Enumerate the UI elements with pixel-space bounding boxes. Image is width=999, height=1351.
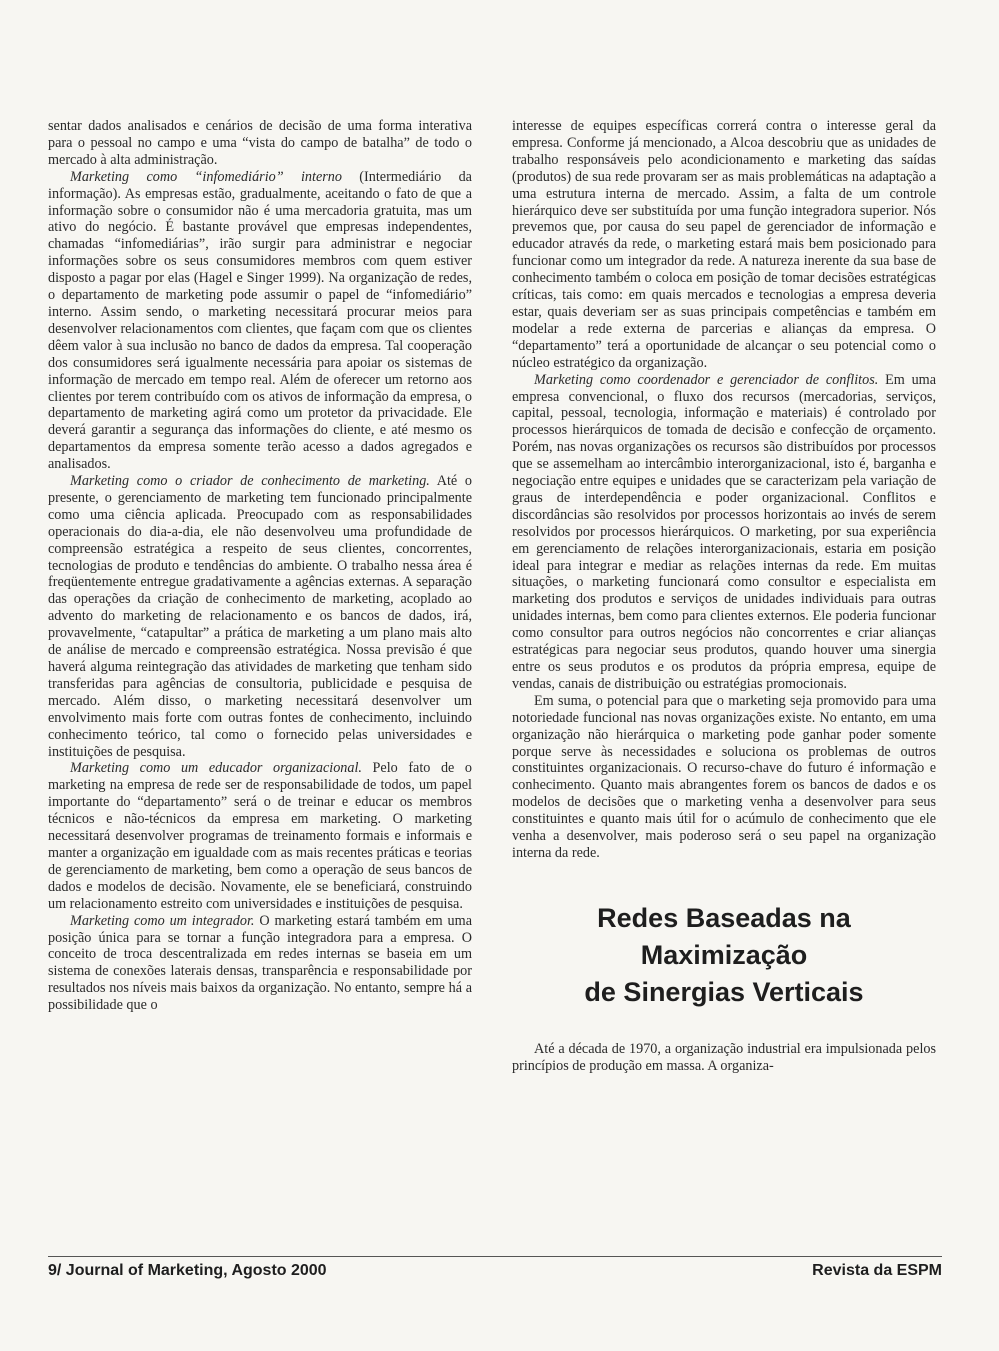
paragraph: interesse de equipes específicas correrá contra o interesse geral da empresa. Conforme já mencionado, a Alcoa descobriu que as unidades de trabalho responsáveis pelo acondicionamento e marketing das saídas (produtos) de sua rede provaram ser as mais problemáticas na adaptação a uma estrutura interna de mercado. Assim, a falta de um controle hierárquico deve ser substituída por uma função integradora superior. Nós prevemos que, por causa do seu papel de gerenciador de informação e educador através da rede, o marketing estará mais bem posicionado para funcionar como um integrador da rede. A natureza inerente da sua base de conhecimento também o coloca em posição de tomar decisões estratégicas críticas, tais como: em quais mercados e tecnologias a empresa deveria estar, quais deveriam ser as suas principais competências e também em modelar a rede externa de parcerias e alianças da empresa. O “departamento” terá a oportunidade de alcançar o seu potencial como o núcleo estratégico da organização. — [512, 118, 936, 371]
paragraph-body: Até o presente, o gerenciamento de marketing tem funcionado principalmente como uma ciência aplicada. Preocupado com as responsabilidades operacionais do dia-a-dia, ele não desenvolveu uma profundidade de compreensão estratégica a respeito de seus clientes, concorrentes, tecnologias de produto e tendências do ambiente. O trabalho nessa área é freqüentemente entregue gradativamente a agências externas. A separação das operações da criação de conhecimento de marketing, acoplado ao advento do marketing de relacionamento e os bancos de dados, irá, provavelmente, “catapultar” a prática de marketing a um plano mais alto de análise de mercado e compreensão estratégica. Nossa previsão é que haverá alguma reintegração das atividades de marketing que tenham sido transferidas para agências de consultoria, publicidade e pesquisa de mercado. Além disso, o marketing necessitará desenvolver um envolvimento mais forte com outras fontes de conhecimento, incluindo conhecimento teórico, tal como o fornecido pelas universidades e instituições de pesquisa. — [48, 473, 472, 760]
paragraph — [48, 169, 472, 473]
paragraph-body: (Intermediário da informação). As empresas estão, gradualmente, aceitando o fato de que a informação sobre o consumidor não é uma mercadoria gratuita, mas um ativo do negócio. É bastante provável que empresas independentes, chamadas “infomediárias”, irão surgir para administrar e negociar informações sobre os seus consumidores membros com quem estiver disposto a pagar por elas (Hagel e Singer 1999). Na organização de redes, o departamento de marketing pode assumir o papel de “infomediário” interno. Assim sendo, o marketing necessitará procurar meios para desenvolver relacionamentos com clientes, que façam com que os clientes dêem valor à sua inclusão no banco de dados da empresa. Tal cooperação dos consumidores será igualmente necessária para apoiar os sistemas de informação de mercado em tempo real. Além de oferecer um retorno aos clientes por terem contribuído com os ativos de informação da empresa, o departamento de marketing agirá como um protetor da privacidade. Ele deverá garantir a segurança das informações do cliente, e até mesmo os departamentos da empresa somente terão acesso a dados agregados e analisados. — [48, 168, 472, 473]
paragraph — [48, 760, 472, 912]
paragraph: sentar dados analisados e cenários de decisão de uma forma interativa para o pessoal no campo e uma “vista do campo de batalha” de todo o mercado à alta administração. — [48, 118, 472, 168]
section-heading-line: Redes Baseadas na Maximização — [597, 902, 851, 970]
footer-rule — [48, 1256, 942, 1257]
right-column — [512, 118, 936, 1075]
paragraph-body: Em uma empresa convencional, o fluxo dos recursos (mercadorias, serviços, capital, pessoal, tecnologia, informação e materiais) é controlado por processos hierárquicos de tomada de decisão e confecção de orçamento. Porém, nas novas organizações os recursos são distribuídos por processos que se assemelham ao intercâmbio interorganizacional, isto é, barganha e negociação entre equipes e unidades que se caracterizam pela variação de graus de interdependência e poder organizacional. Conflitos e discordâncias são resolvidos por processos horizontais ao invés de serem resolvidos por processos hierárquicos. O marketing, por sua experiência em gerenciamento de relações interorganizacionais, estaria em posição ideal para integrar e mediar as relações internas da rede. Em muitas situações, o marketing funcionará como consultor e especialista em marketing dos produtos e serviços de unidades individuais para outras unidades internas, bem como para clientes externos. Ele poderia funcionar como consultor para outros negócios não concorrentes e criar alianças estratégicas para negociar seus produtos, quando houver uma sinergia entre os seus produtos e os produtos da própria empresa, equipe de vendas, canais de distribuição ou estratégias promocionais. — [512, 371, 936, 692]
paragraph — [48, 913, 472, 1014]
paragraph-lead: Marketing como um educador organizacional. — [70, 760, 362, 777]
paragraph-body: O marketing estará também em uma posição única para se tornar a função integradora para a empresa. O conceito de troca descentralizada em redes internas se baseia em um sistema de conexões laterais densas, transparência e responsabilidade por resultados nos níveis mais baixos da organização. No entanto, sempre há a possibilidade que o — [48, 912, 472, 1014]
paragraph-lead: Marketing como coordenador e gerenciador de conflitos. — [534, 371, 879, 388]
section-heading — [512, 900, 936, 1011]
paragraph-lead: Marketing como o criador de conhecimento de marketing. — [70, 473, 430, 490]
section-heading-line: de Sinergias Verticais — [584, 976, 864, 1007]
footer-publication-name: Revista da ESPM — [812, 1262, 942, 1279]
paragraph — [48, 473, 472, 760]
paragraph: Até a década de 1970, a organização industrial era impulsionada pelos princípios de produção em massa. A organiza- — [512, 1040, 936, 1074]
left-column — [48, 118, 472, 1014]
paragraph: Em suma, o potencial para que o marketing seja promovido para uma notoriedade funcional nas novas organizações existe. No entanto, em uma organização não hierárquica o marketing pode ganhar poder somente porque serve às necessidades e soluciona os problemas de outros constituintes organizacionais. O recurso-chave do futuro é informação e conhecimento. Quanto mais abrangentes forem os bancos de dados e os modelos de decisões que o marketing venha a desenvolver para seus constituintes e quanto mais útil for o acúmulo de conhecimento que ele venha a desenvolver, mais poderoso será o seu papel na organização interna da rede. — [512, 692, 936, 861]
paragraph-lead: Marketing como um integrador. — [70, 912, 255, 929]
footer-journal-info: 9/ Journal of Marketing, Agosto 2000 — [48, 1262, 327, 1279]
paragraph-lead: Marketing como “infomediário” interno — [70, 168, 342, 185]
paragraph-body: Pelo fato de o marketing na empresa de rede ser de responsabilidade de todos, um papel importante do “departamento” será o de treinar e educar os membros técnicos e não-técnicos da empresa em marketing. O marketing necessitará desenvolver programas de treinamento formais e informais e manter a organização em igualdade com as mais recentes práticas e teorias de gerenciamento de marketing, bem como a operação de seus bancos de dados e modelos de decisão. Novamente, ele se beneficiará, construindo um relacionamento estreito com universidades e instituições de pesquisa. — [48, 760, 473, 912]
paragraph — [512, 372, 936, 693]
